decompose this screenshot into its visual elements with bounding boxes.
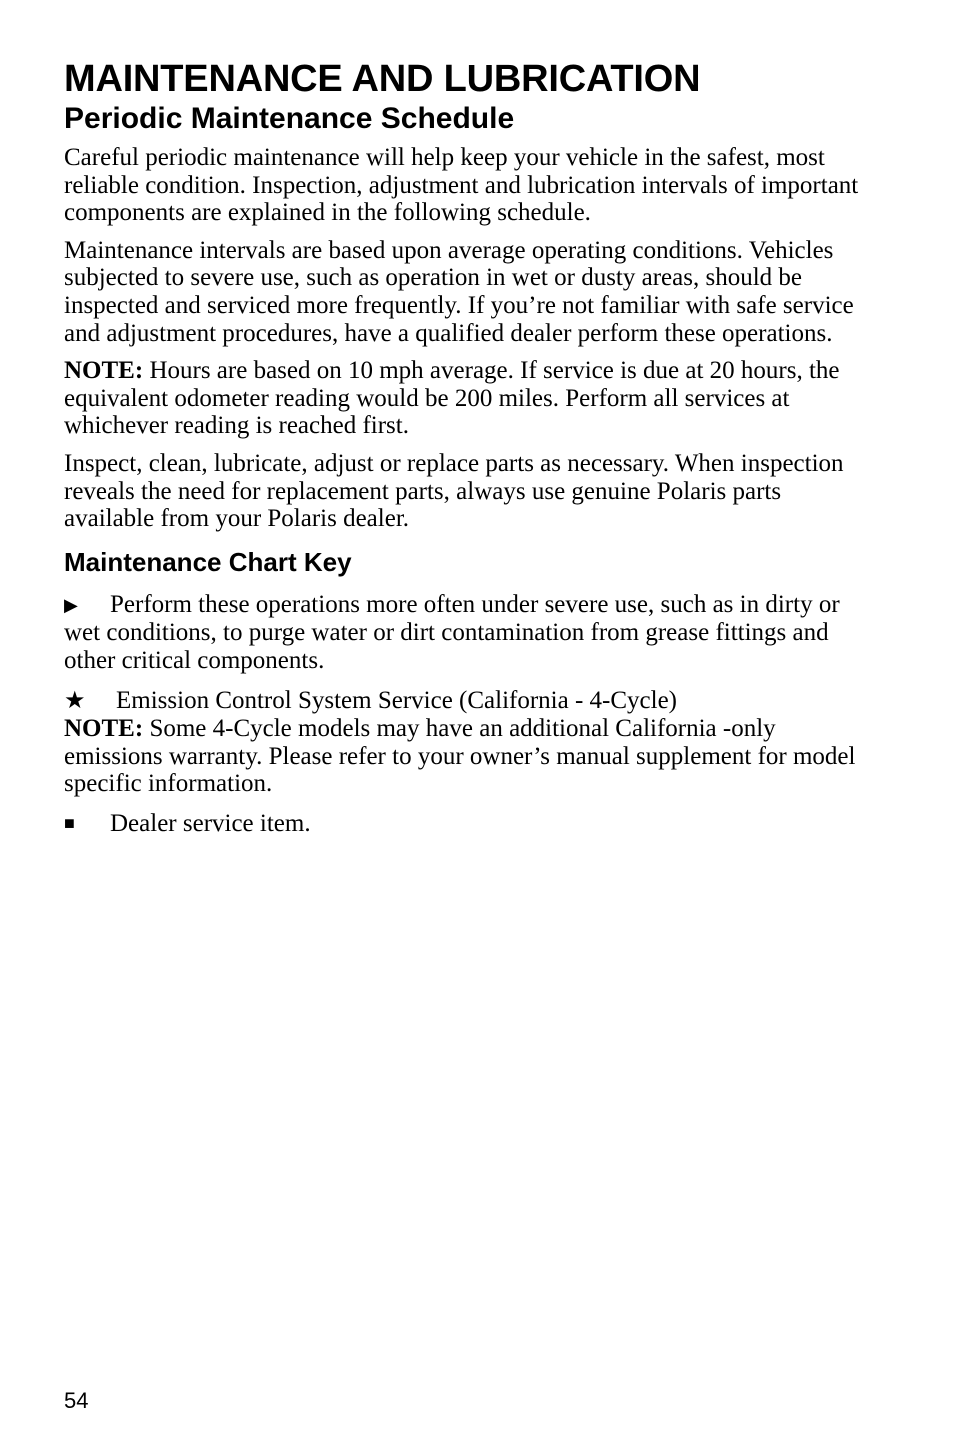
square-icon: ■ [64, 812, 75, 833]
key-item-text: Perform these operations more often under severe use, such as in dirty or wet conditions, to purge water or dirt contamination from grease fittings and other critical components. [64, 590, 840, 674]
intervals-paragraph: Maintenance intervals are based upon average operating conditions. Vehicles subjected to severe use, such as operation in wet or dusty areas, should be inspected and serviced more frequently. If you’re not familiar with safe service and adjustment procedures, have a qualified dealer perform these operations. [64, 236, 854, 347]
key-item-dealer [64, 810, 864, 838]
note-label: NOTE: [64, 357, 144, 385]
key-item-text: Emission Control System Service (California - 4-Cycle) [116, 686, 678, 714]
page-content [64, 56, 864, 849]
section-title: Periodic Maintenance Schedule [64, 102, 515, 135]
key-item-text: Dealer service item. [110, 809, 311, 837]
note-text: Some 4-Cycle models may have an additional California -only emissions warranty. Please refer to your owner’s manual supplement for model specific information. [64, 715, 856, 798]
key-item-severe-use [64, 591, 864, 675]
page-number: 54 [64, 1388, 89, 1413]
hours-note [64, 357, 864, 440]
star-icon: ★ [64, 687, 86, 714]
parts-paragraph: Inspect, clean, lubricate, adjust or replace parts as necessary. When inspection reveals the need for replacement parts, always use genuine Polaris parts available from your Polaris dealer. [64, 449, 844, 533]
triangle-right-icon: ▶ [64, 594, 78, 615]
note-label: NOTE: [64, 715, 144, 743]
page-title: MAINTENANCE AND LUBRICATION [64, 58, 701, 100]
note-text: Hours are based on 10 mph average. If service is due at 20 hours, the equivalent odometer reading would be 200 miles. Perform all services at whichever reading is reached first. [64, 357, 840, 440]
key-item-emission [64, 687, 864, 798]
chart-key-heading: Maintenance Chart Key [64, 546, 352, 577]
intro-paragraph: Careful periodic maintenance will help keep your vehicle in the safest, most reliable condition. Inspection, adjustment and lubrication intervals of important components are explained in the following schedule. [64, 144, 859, 227]
